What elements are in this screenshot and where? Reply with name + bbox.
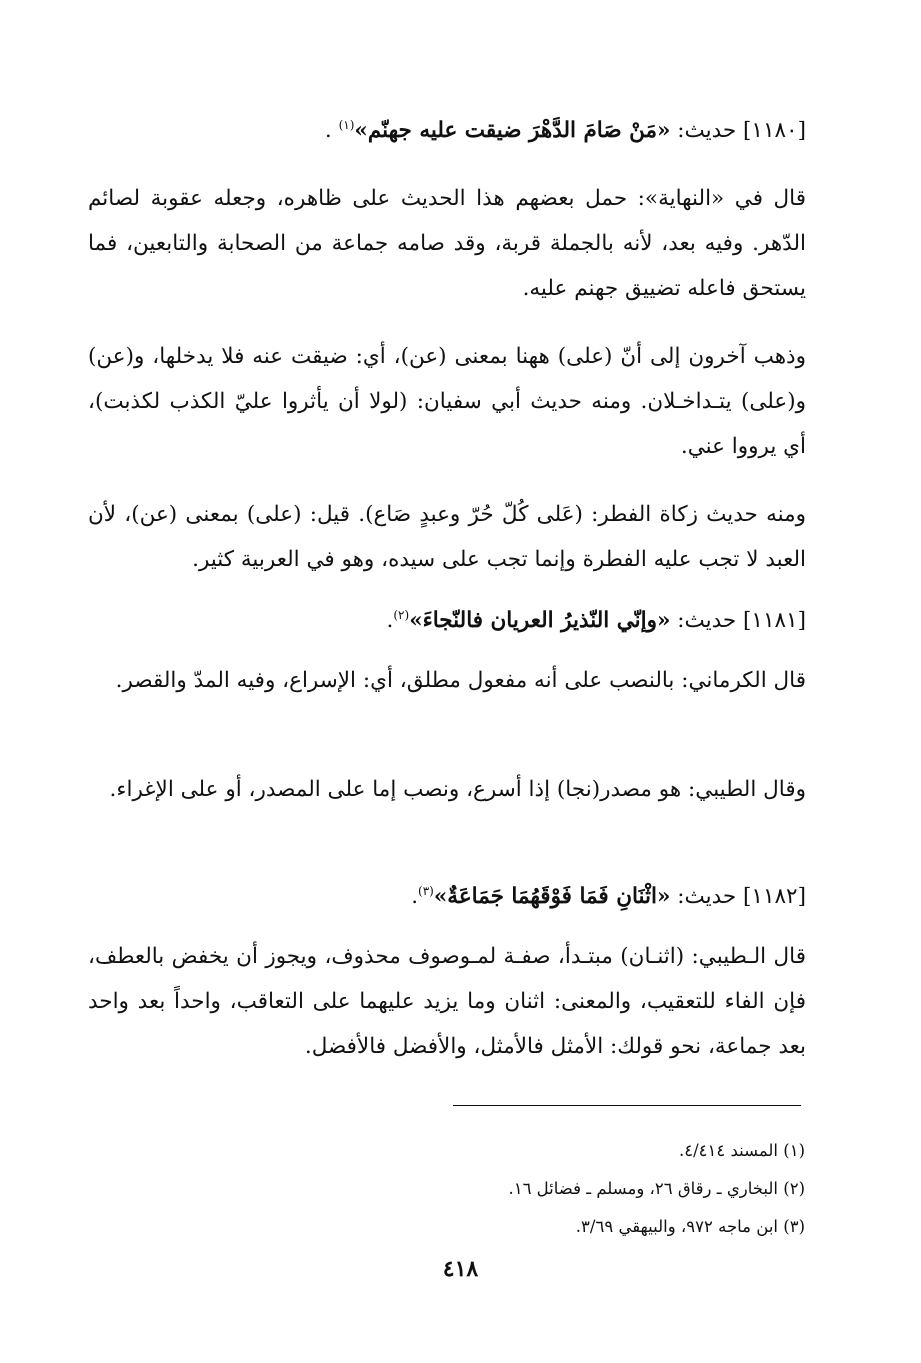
hadith-quote: «اثْنَانِ فَمَا فَوْقَهُمَا جَمَاعَةٌ» (433, 884, 671, 909)
hadith-section-1182 (88, 874, 806, 919)
hadith-quote: «مَنْ صَامَ الدَّهْرَ ضيقت عليه جهنّم» (354, 118, 671, 143)
heading-end: . (324, 118, 339, 143)
footnote-item: (١) المسند ٤/٤١٤. (678, 1141, 805, 1160)
commentary-paragraph (88, 658, 806, 703)
hadith-section-1181 (88, 598, 806, 643)
hadith-intro: حديث: (670, 118, 744, 143)
paragraph-text: وقال الطيبي: هو مصدر(نجا) إذا أسرع، ونصب إما على المصدر، أو على الإغراء. (109, 777, 806, 802)
paragraph-text: وذهب آخرون إلى أنّ (على) ههنا بمعنى (عن)، أي: ضيقت عنه فلا يدخلها، و(عن) و(على) يتـداخـلان. ومنه حديث أبي سفيان: (لولا أن يأثروا عليّ الكذب لكذبت)، أي يرووا عني. (88, 344, 806, 459)
page-number: ٤١٨ (442, 1256, 479, 1282)
footnote-ref: (١) (338, 117, 355, 132)
hadith-number: [١١٨٠] (743, 118, 806, 143)
footnote-item: (٢) البخاري ـ رقاق ٢٦، ومسلم ـ فضائل ١٦. (508, 1179, 805, 1198)
commentary-paragraph (88, 176, 806, 311)
commentary-paragraph (88, 934, 806, 1069)
hadith-number: [١١٨٢] (743, 884, 806, 909)
paragraph-text: قال في «النهاية»: حمل بعضهم هذا الحديث على ظاهره، وجعله عقوبة لصائم الدّهر. وفيه بعد، لأنه بالجملة قربة، وقد صامه جماعة من الصحابة والتابعين، فما يستحق فاعله تضييق جهنم عليه. (88, 186, 806, 301)
paragraph-text: قال الكرماني: بالنصب على أنه مفعول مطلق، أي: الإسراع، وفيه المدّ والقصر. (115, 668, 806, 693)
paragraph-text: ومنه حديث زكاة الفطر: (عَلى كُلّ حُرّ وعبدٍ صَاع). قيل: (على) بمعنى (عن)، لأن العبد لا تجب عليه الفطرة وإنما تجب على سيده، وهو في العربية كثير. (88, 502, 806, 572)
paragraph-text: قال الـطيبي: (اثنـان) مبتـدأ، صفـة لمـوصوف محذوف، ويجوز أن يخفض بالعطف، فإن الفاء للتعقيب، والمعنى: اثنان وما يزيد عليهما على التعاقب، واحداً بعد واحد بعد جماعة، نحو قولك: الأمثل فالأمثل، والأفضل فالأفضل. (88, 944, 806, 1059)
footnote-ref: (٢) (393, 607, 410, 622)
commentary-paragraph (88, 767, 806, 812)
hadith-quote: «وإنّي النّذيرُ العريان فالنّجاءَ» (409, 608, 671, 633)
commentary-paragraph (88, 492, 806, 582)
heading-end: . (411, 884, 419, 909)
hadith-intro: حديث: (670, 608, 744, 633)
hadith-heading (88, 874, 806, 919)
hadith-intro: حديث: (670, 884, 744, 909)
hadith-number: [١١٨١] (743, 608, 806, 633)
footnote-ref: (٣) (418, 883, 434, 898)
footnotes (300, 1132, 805, 1246)
hadith-heading (88, 108, 806, 153)
hadith-heading (88, 598, 806, 643)
commentary-paragraph (88, 334, 806, 469)
heading-end: . (386, 608, 394, 633)
footnote-divider (453, 1105, 801, 1106)
footnote-item: (٣) ابن ماجه ٩٧٢، والبيهقي ٣/٦٩. (575, 1217, 805, 1236)
hadith-section-1180 (88, 108, 806, 153)
